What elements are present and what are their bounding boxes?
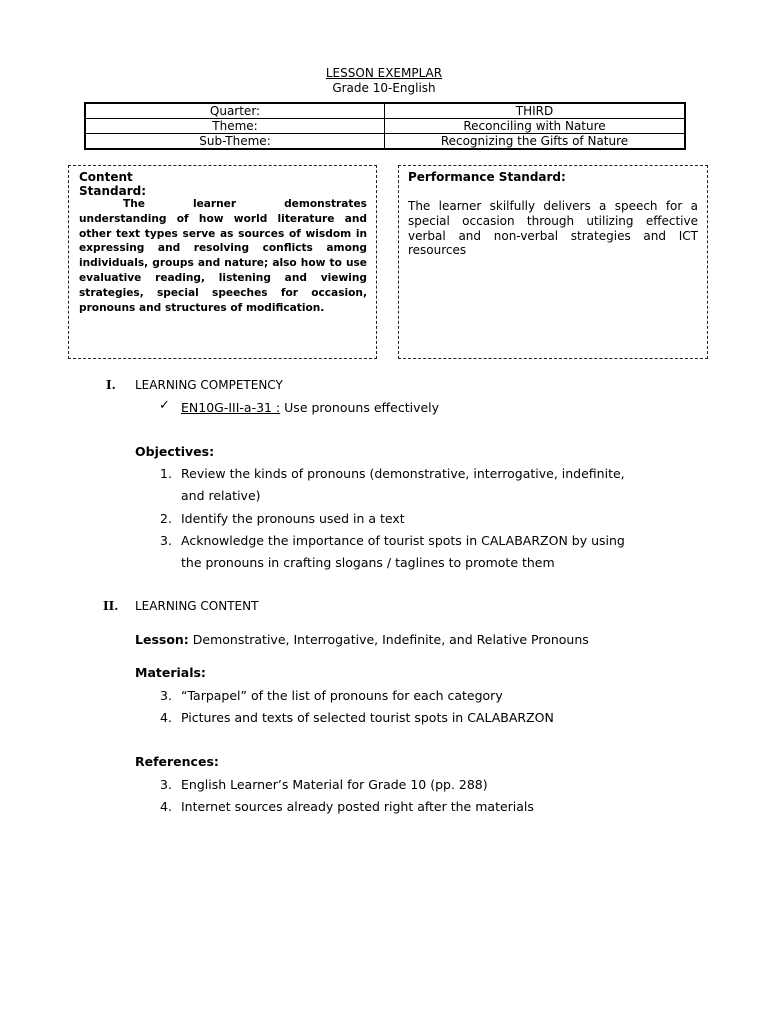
quarter-label: Quarter: — [85, 103, 385, 119]
section-1-title: LEARNING COMPETENCY — [135, 378, 283, 392]
objective-3-line1: Acknowledge the importance of tourist spots in CALABARZON by using — [181, 533, 625, 548]
material-2-num: 4. — [160, 710, 172, 725]
info-table — [84, 102, 686, 150]
table-row — [85, 134, 685, 150]
performance-standard-title: Performance Standard: — [408, 170, 566, 184]
performance-standard-box — [398, 165, 708, 359]
subtheme-label: Sub-Theme: — [85, 134, 385, 150]
content-standard-title-line2: Standard: — [79, 184, 147, 198]
lesson-text: Demonstrative, Interrogative, Indefinite, and Relative Pronouns — [188, 632, 589, 647]
reference-1-num: 3. — [160, 777, 172, 792]
theme-label: Theme: — [85, 119, 385, 134]
performance-standard-body: The learner skilfully delivers a speech for a special occasion through utilizing effective verbal and non-verbal strategies and ICT resources — [408, 199, 698, 258]
quarter-value: THIRD — [385, 103, 686, 119]
content-standard-body: The learner demonstrates understanding of how world literature and other text types serve as sources of wisdom in expressing and resolving conflicts among individuals, groups and nature; also how to use evaluative reading, listening and viewing strategies, special speeches for occasion, pronouns and structures of modification. — [79, 198, 367, 314]
objective-3-line2: the pronouns in crafting slogans / taglines to promote them — [181, 555, 555, 570]
material-1-num: 3. — [160, 688, 172, 703]
table-row — [85, 119, 685, 134]
lesson-line — [135, 632, 589, 647]
competency-code: EN10G-III-a-31 : — [181, 400, 281, 415]
reference-2-text: Internet sources already posted right after the materials — [181, 799, 534, 814]
material-1-text: “Tarpapel” of the list of pronouns for each category — [181, 688, 503, 703]
objectives-heading: Objectives: — [135, 444, 215, 459]
objective-1-num: 1. — [160, 466, 172, 481]
document-subtitle: Grade 10-English — [332, 81, 436, 95]
competency-text: Use pronouns effectively — [280, 400, 440, 415]
document-title: LESSON EXEMPLAR — [325, 66, 443, 80]
competency-line — [181, 400, 439, 415]
checkmark-icon: ✓ — [159, 398, 170, 413]
objective-1-line1: Review the kinds of pronouns (demonstrative, interrogative, indefinite, — [181, 466, 625, 481]
section-1-number: I. — [106, 378, 116, 392]
reference-1-text: English Learner’s Material for Grade 10 (pp. 288) — [181, 777, 488, 792]
objective-2-num: 2. — [160, 511, 172, 526]
materials-heading: Materials: — [135, 665, 206, 680]
material-2-text: Pictures and texts of selected tourist spots in CALABARZON — [181, 710, 554, 725]
content-standard-box — [68, 165, 377, 359]
references-heading: References: — [135, 754, 219, 769]
subtheme-value: Recognizing the Gifts of Nature — [385, 134, 686, 150]
lesson-label: Lesson: — [135, 632, 189, 647]
content-standard-title — [79, 170, 367, 198]
objective-3-num: 3. — [160, 533, 172, 548]
table-row — [85, 103, 685, 119]
theme-value: Reconciling with Nature — [385, 119, 686, 134]
objective-2-line1: Identify the pronouns used in a text — [181, 511, 405, 526]
section-2-title: LEARNING CONTENT — [135, 599, 259, 613]
section-2-number: II. — [103, 599, 119, 613]
objective-1-line2: and relative) — [181, 488, 261, 503]
content-standard-title-line1: Content — [79, 170, 133, 184]
reference-2-num: 4. — [160, 799, 172, 814]
